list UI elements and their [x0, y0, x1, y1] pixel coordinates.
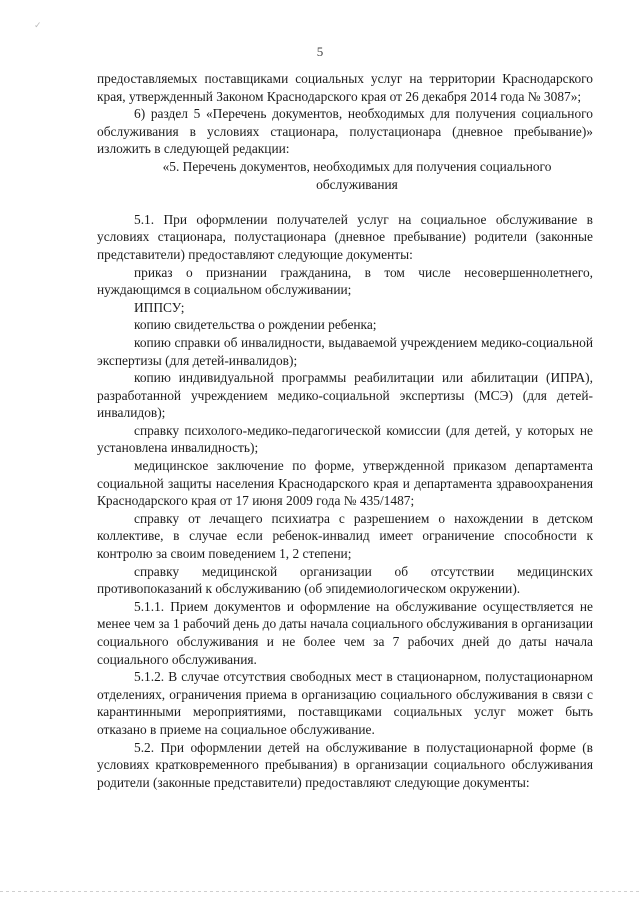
paragraph: 6) раздел 5 «Перечень документов, необходимых для получения социального обслуживания в условиях стационара, полустационара (дневное пребывание)» изложить в следующей редакции:	[97, 106, 593, 157]
paragraph: 5.1. При оформлении получателей услуг на социальное обслуживание в условиях стационара, полустационара (дневное пребывание) родители (законные представители) предоставляют следующие документы:	[97, 211, 593, 262]
list-item: справку от лечащего психиатра с разрешением о нахождении в детском коллективе, в случае если ребенок-инвалид имеет ограничение способности к контролю за своим поведением 1, 2 степени;	[97, 510, 593, 562]
paragraph: 5.1.2. В случае отсутствия свободных мест в стационарном, полустационарном отделениях, ограничения приема в организацию социального обслуживания в связи с карантинными мероприятиями, поставщиками социальных услуг может быть отказано в приеме на социальное обслуживание.	[97, 669, 593, 737]
paragraph: 5.2. При оформлении детей на обслуживание в полустационарной форме (в условиях кратковременного пребывания) в организации социального обслуживания родители (законные представители) предоставляют следующие документы:	[97, 739, 593, 790]
list-item: справку психолого-медико-педагогической комиссии (для детей, у которых не установлена инвалидность);	[97, 422, 593, 456]
list-item: справку медицинской организации об отсутствии медицинских противопоказаний к обслуживанию (об эпидемиологическом окружении).	[97, 563, 593, 597]
list-item: приказ о признании гражданина, в том числе несовершеннолетнего, нуждающимся в социальном обслуживании;	[97, 264, 593, 298]
document-body	[97, 70, 593, 791]
paragraph: 5.1.1. Прием документов и оформление на обслуживание осуществляется не менее чем за 1 рабочий день до даты начала социального обслуживания в организации социального обслуживания и не более чем за 7 рабочих дней до даты начала социального обслуживания.	[97, 598, 593, 667]
scan-edge-line	[0, 891, 640, 892]
scan-artifact-mark: ✓	[34, 20, 42, 30]
list-item: копию свидетельства о рождении ребенка;	[134, 317, 377, 333]
paragraph: предоставляемых поставщиками социальных услуг на территории Краснодарского края, утвержденный Законом Краснодарского края от 26 декабря 2014 года № 3087»;	[97, 71, 593, 104]
page-number: 5	[316, 44, 324, 59]
list-item: копию справки об инвалидности, выдаваемой учреждением медико-социальной экспертизы (для детей-инвалидов);	[97, 334, 593, 368]
list-item: копию индивидуальной программы реабилитации или абилитации (ИПРА), разработанной учреждением медико-социальной экспертизы (МСЭ) (для детей-инвалидов);	[97, 370, 593, 421]
list-item: ИППСУ;	[134, 299, 185, 315]
section-heading: «5. Перечень документов, необходимых для получения социального обслуживания	[162, 158, 552, 192]
list-item: медицинское заключение по форме, утвержденной приказом департамента социальной защиты населения Краснодарского края и департамента здравоохранения Краснодарского края от 17 июня 2009 года № 435/1487;	[97, 458, 593, 509]
